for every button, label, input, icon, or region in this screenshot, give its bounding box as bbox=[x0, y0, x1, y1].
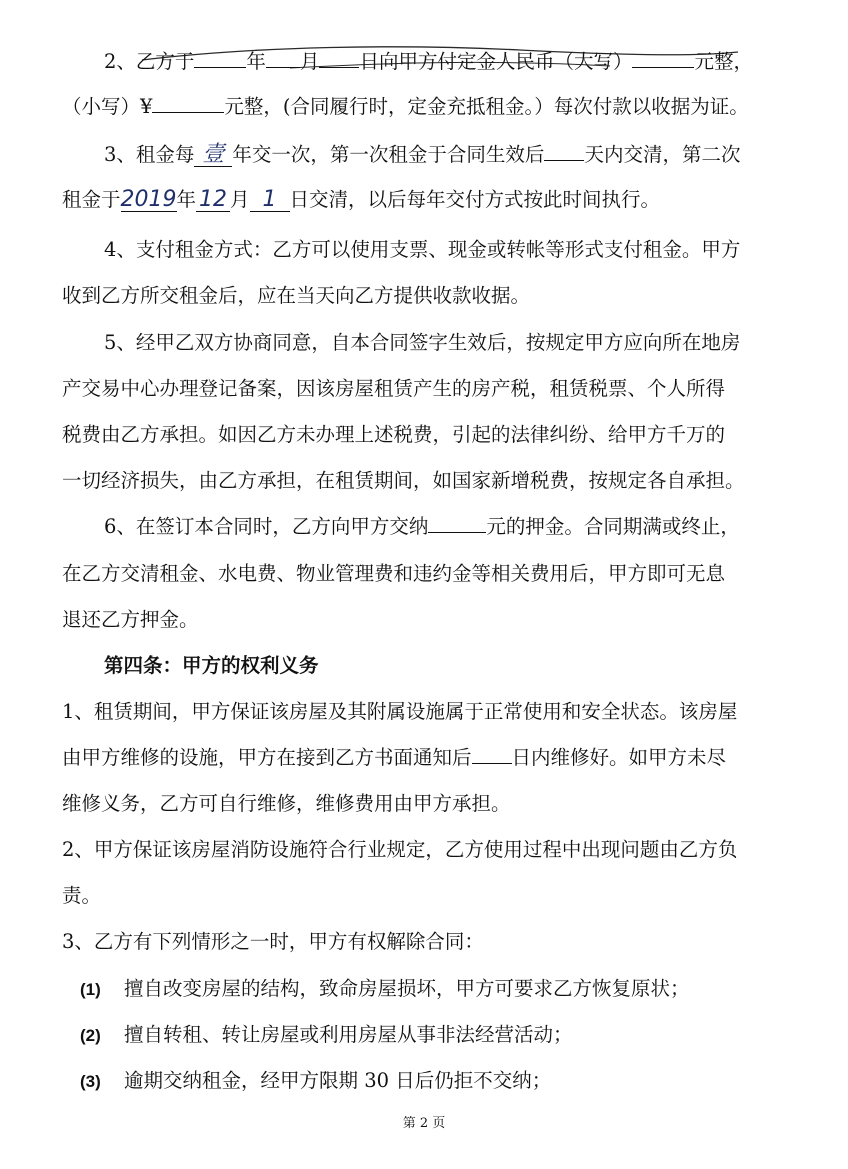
clause-6-line-1: 6、在签订本合同时，乙方向甲方交纳 元的押金。合同期满或终止， bbox=[104, 515, 740, 538]
clause-2-line-2: （小写）¥ 元整，(合同履行时，定金充抵租金。）每次付款以收据为证。 bbox=[62, 95, 749, 118]
list-item: (2) 擅自转租、转让房屋或利用房屋从事非法经营活动； bbox=[80, 1023, 573, 1046]
clause-3-line-1: 3、租金每 壹 年交一次，第一次租金于合同生效后 天内交清，第二次 bbox=[104, 142, 741, 167]
art4-clause-2-line-1: 2、甲方保证该房屋消防设施符合行业规定，乙方使用过程中出现问题由乙方负 bbox=[62, 838, 738, 861]
art4-clause-3-line: 3、乙方有下列情形之一时，甲方有权解除合同： bbox=[62, 930, 484, 953]
section-heading: 第四条：甲方的权利义务 bbox=[104, 654, 319, 677]
art4-clause-1-line-2: 由甲方维修的设施，甲方在接到乙方书面通知后 日内维修好。如甲方未尽 bbox=[62, 746, 727, 769]
art4-clause-1-line-1: 1、租赁期间，甲方保证该房屋及其附属设施属于正常使用和安全状态。该房屋 bbox=[62, 700, 738, 723]
clause-6-line-3: 退还乙方押金。 bbox=[62, 608, 199, 631]
page-number: 第 2 页 bbox=[402, 1116, 446, 1131]
clause-4-line-2: 收到乙方所交租金后，应在当天向乙方提供收款收据。 bbox=[62, 284, 531, 307]
art4-clause-1-line-3: 维修义务，乙方可自行维修，维修费用由甲方承担。 bbox=[62, 792, 511, 815]
art4-clause-2-line-2: 责。 bbox=[62, 884, 102, 907]
list-item: (3) 逾期交纳租金，经甲方限期 30 日后仍拒不交纳； bbox=[80, 1069, 552, 1092]
list-item: (1) 擅自改变房屋的结构，致命房屋损坏，甲方可要求乙方恢复原状； bbox=[80, 977, 690, 1000]
clause-5-line-4: 一切经济损失，由乙方承担，在租赁期间，如国家新增税费，按规定各自承担。 bbox=[62, 469, 745, 492]
clause-5-line-3: 税费由乙方承担。如因乙方未办理上述税费，引起的法律纠纷、给甲方千万的 bbox=[62, 423, 726, 446]
clause-5-line-1: 5、经甲乙双方协商同意，自本合同签字生效后，按规定甲方应向所在地房 bbox=[104, 331, 741, 354]
clause-4-line-1: 4、支付租金方式：乙方可以使用支票、现金或转帐等形式支付租金。甲方 bbox=[104, 238, 741, 261]
clause-5-line-2: 产交易中心办理登记备案，因该房屋租赁产生的房产税，租赁税票、个人所得 bbox=[62, 377, 726, 400]
clause-2-line-1: 2、乙方于 年 月 日向甲方付定金人民币（大写） 元整， bbox=[104, 50, 753, 73]
clause-3-line-2: 租金于2019年 12 月 1 日交清，以后每年交付方式按此时间执行。 bbox=[62, 187, 661, 212]
clause-6-line-2: 在乙方交清租金、水电费、物业管理费和违约金等相关费用后，甲方即可无息 bbox=[62, 562, 726, 585]
